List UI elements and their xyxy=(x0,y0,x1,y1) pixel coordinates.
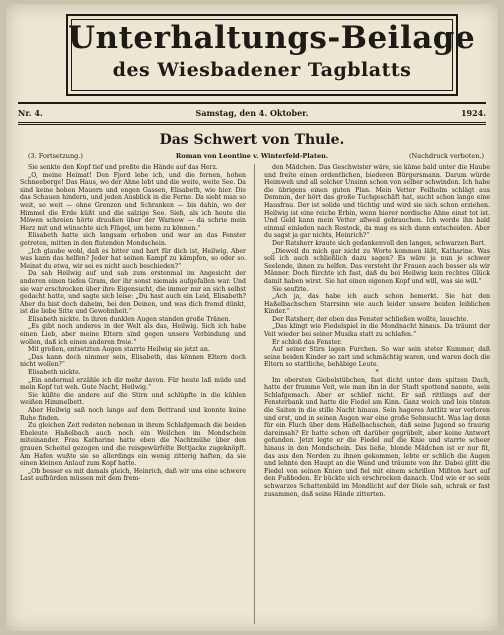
section-break-asterisk: * xyxy=(375,369,379,377)
paragraph: Elisabeth hatte sich langsam erhoben und war an das Fenster getreten, mitten in den flutenden Mondschein. xyxy=(20,232,246,247)
masthead-title: Unterhaltungs-Beilage xyxy=(68,20,476,56)
paragraph: Der Ratsherr kraute sich gedankenvoll den langen, schwarzen Bart. xyxy=(272,239,486,247)
masthead-subtitle: des Wiesbadener Tagblatts xyxy=(112,59,412,81)
article-byline: Roman von Leontine v. Winterfeld-Platen. xyxy=(175,152,329,160)
paragraph: „Ob besser es mit damals gleich, Heinrich, daß wir uns eine schwere Last aufbürden müssen mit dem frem- xyxy=(20,467,246,483)
paragraph: „Ich glaube wohl, daß es bitter und hart für dich ist, Heilwig. Aber was kann das helfen? Jeder hat seinen Kampf zu kämpfen, so oder so. Meinst du etwa, wir sei es nicht auch beschieden?“ xyxy=(20,247,246,270)
reprint-notice: (Nachdruck verboten.) xyxy=(409,152,484,160)
issue-date: Samstag, den 4. Oktober. xyxy=(195,108,309,118)
paragraph: den Mädchen. Das Geschwister wäre, sie käme bald unter die Haube und freite einen ordentlichen, biederen Bürgersmann. Darum würde Heimweh und all solcher Unsinn schon von selber schwinden. Ich habe die übrigens einen guten Plan. Mein Vetter Feilholm schlägt aus Demmin, der hört das große Tuchgeschäft hat, sucht schon lange eine Hausfrau. Der ist solide und tüchtig und wird sie sich schon erziehen. Heilwig ist eine reiche Erbin, wenn hierer nordische Ahne einst tot ist. Und Geld kann mein Vetter allweil gebrauchen. Ich werde ihn bald einmal einladen nach Rostock, da mag es sich dann entscheiden. Aber du sagst ja gar nichts, Heinrich?“ xyxy=(264,164,490,240)
paragraph: Sie senkte den Kopf tief und preßte die Hände auf das Herz. xyxy=(28,164,218,171)
paragraph: „Ach ja, das habe ich auch schon bemerkt. Sie hat den Haßelbachschen Starrsinn wie auch leider unsere beiden leiblichen Kinder.“ xyxy=(264,293,490,316)
paragraph: Zu gleichen Zeit redeten nebenan in ihrem Schlafgemach die beiden Eheleute Haßelbach auch noch ein Weilchen im Mondschein miteinander. Frau Katharine hatte eben die Nachtmühe über den grauen Scheitel gezogen und die reisgewürfelte Bettjacke zugeknöpft. Am Hafen wußte sie so allerdings ein wenig zitterig haften, da sie einen kleinen Anlauf zum Kopf hatte. xyxy=(20,422,246,468)
article-title: Das Schwert von Thule. xyxy=(159,132,345,148)
paragraph: „Das kann doch nimmer sein, Elisabeth, das können Eltern doch nicht wollen?“ xyxy=(20,353,246,369)
paragraph: „O, meine Heimat! Den Fjord lebe ich, und die fernen, hohen Schneeberge! Das Haus, wo der Ahne lebt und die weite, weite See. Da sind keine hohen Mauern und engen Gassen, Elisabeth, wie hier. Die das Schauen hindern, und jeden Ausblick in die Ferne. Da sieht man so weit, so weit — ohne Grenzen und Schranken — bis dahin, wo der Himmel die Erde küßt und die salzige See. Sieh, als ich heute die Möwen schreien hörte draußen über der Warnow — da schrie mein Herz mit und wünschte sich Flügel, um heim zu können.“ xyxy=(20,171,246,232)
paragraph: Er schloß das Fenster. xyxy=(272,338,342,346)
paragraph: Der Ratsherr, der eben das Fenster schließen wollte, lauschte. xyxy=(272,315,469,323)
paragraph: „Dieweil du mich gar nicht zu Worte kommen läßt, Katharine. Was soll ich auch schließlich dazu sagen? Es wäre ja nun je schwer Seelende, ihnen zu helfen. Das versteht ihr Frauen auch besser als wir Männer. Doch fürchte ich fast, daß du bei Heilwig kein rechtes Glück damit haben wirst. Sie hat einen eigenen Kopf und will, was sie will.“ xyxy=(264,247,490,285)
paragraph: „Es gibt noch anderes in der Welt als das, Heilwig. Sich ich habe einen Lieb, aber meine Eltern sind gegen unsere Verbindung und wollen, daß ich einen anderen freie.“ xyxy=(20,323,246,346)
masthead-frame xyxy=(66,14,476,96)
newspaper-page xyxy=(6,4,498,631)
continuation-note: (3. Fortsetzung.) xyxy=(28,152,83,160)
left-column xyxy=(20,164,246,483)
paragraph: Sie seufzte. xyxy=(272,285,309,293)
paragraph: Elisabeth nickte. In ihren dunklen Augen standen große Tränen. xyxy=(28,315,231,323)
header-rule xyxy=(18,124,486,125)
paragraph: Elisabeth nickte. xyxy=(28,369,81,377)
issue-year: 1924. xyxy=(460,108,486,118)
right-column xyxy=(264,164,490,498)
issue-number: Nr. 4. xyxy=(18,108,43,118)
paragraph: Aber Heilwig saß noch lange auf dem Bettrand und konnte keine Ruhe finden. xyxy=(20,407,246,422)
paragraph: „Ein andermal erzähle ich dir mehr davon. Für heute laß müde und mein Kopf tut weh. Gute Nacht, Heilwig.“ xyxy=(20,376,246,392)
column-divider xyxy=(254,164,255,624)
paragraph: Mit großen, entsetzten Augen starrte Heilwig sie jetzt an. xyxy=(28,346,210,354)
paragraph: „Das klingt wie Fiedelspiel in die Mondnacht hinaus. Da träumt der Veit wieder bei seiner Musika statt zu schlafen.“ xyxy=(264,323,490,339)
issue-info-bar xyxy=(18,102,486,123)
paragraph: Im obersten Giebelstübchen, fast dicht unter dem spitzen Dach, hatte der frumme Veit, wie man ihn in der Stadt spottend nannte, sein Schlafgemach. Aber er schlief nicht. Er saß rittlings auf der Fensterbank und hatte die Fiedel am Kinn. Ganz weich und leis tönten die Saiten in die stille Nacht hinaus. Sein hageres Antlitz war verloren und erst, und in seinen Augen war eine große Sehnsucht. Was lag denn für ein Fluch über dem Haßelbachschen, daß seine Jugend so traurig dareinsah? Er hatte schon oft darüber gegrübelt, aber keine Antwort gefunden. Jetzt legte er die Fiedel auf die Knie und starrte scheer hinaus in den Mondschein. Das ließe, blonde Mädchen ist er nur fit, das aus den Norden zu ihnen gekommen, lebte er schlich die Augen und lehnte den Haupt an die Wand und träumte von ihr. Dabei glitt die Fiedel von seinen Knien und fiel mit einem schrillen Mißton hart auf den Fußboden. Er bückte sich erschrocken danach. Und wie er so sein schwarzes Schattenbild im Mondlicht auf der Diele sah, schrak er fast zusammen, daß seine Hände zitterten. xyxy=(264,376,490,498)
paragraph: Da sah Heilwig auf und sah zum erstenmal im Angesicht der anderen einen tiefen Gram, der ihr sonst niemals aufgefallen war. Und sie war erschrocken über ihre Eigensucht, die immer nur an sich selbst gedacht hatte, und sagte sich leise: „Du hast auch ein Leid, Elisabeth? Aber du bist doch daheim, bei den Deinen, und was dich fremd dünkt, ist die liebe Sitte und Gewohnheit.“ xyxy=(20,270,246,316)
paragraph: Sie küßte die andere auf die Stirn und schlüpfte in die kühlen weißen Himmelbett. xyxy=(20,391,246,407)
paragraph: Auf seiner Stirn lagen Furchen. So war sein steter Kummer, daß seine beiden Kinder so zart und schmächtig waren, und waren doch die Eltern so stattliche, behäbige Leute. xyxy=(264,346,490,369)
